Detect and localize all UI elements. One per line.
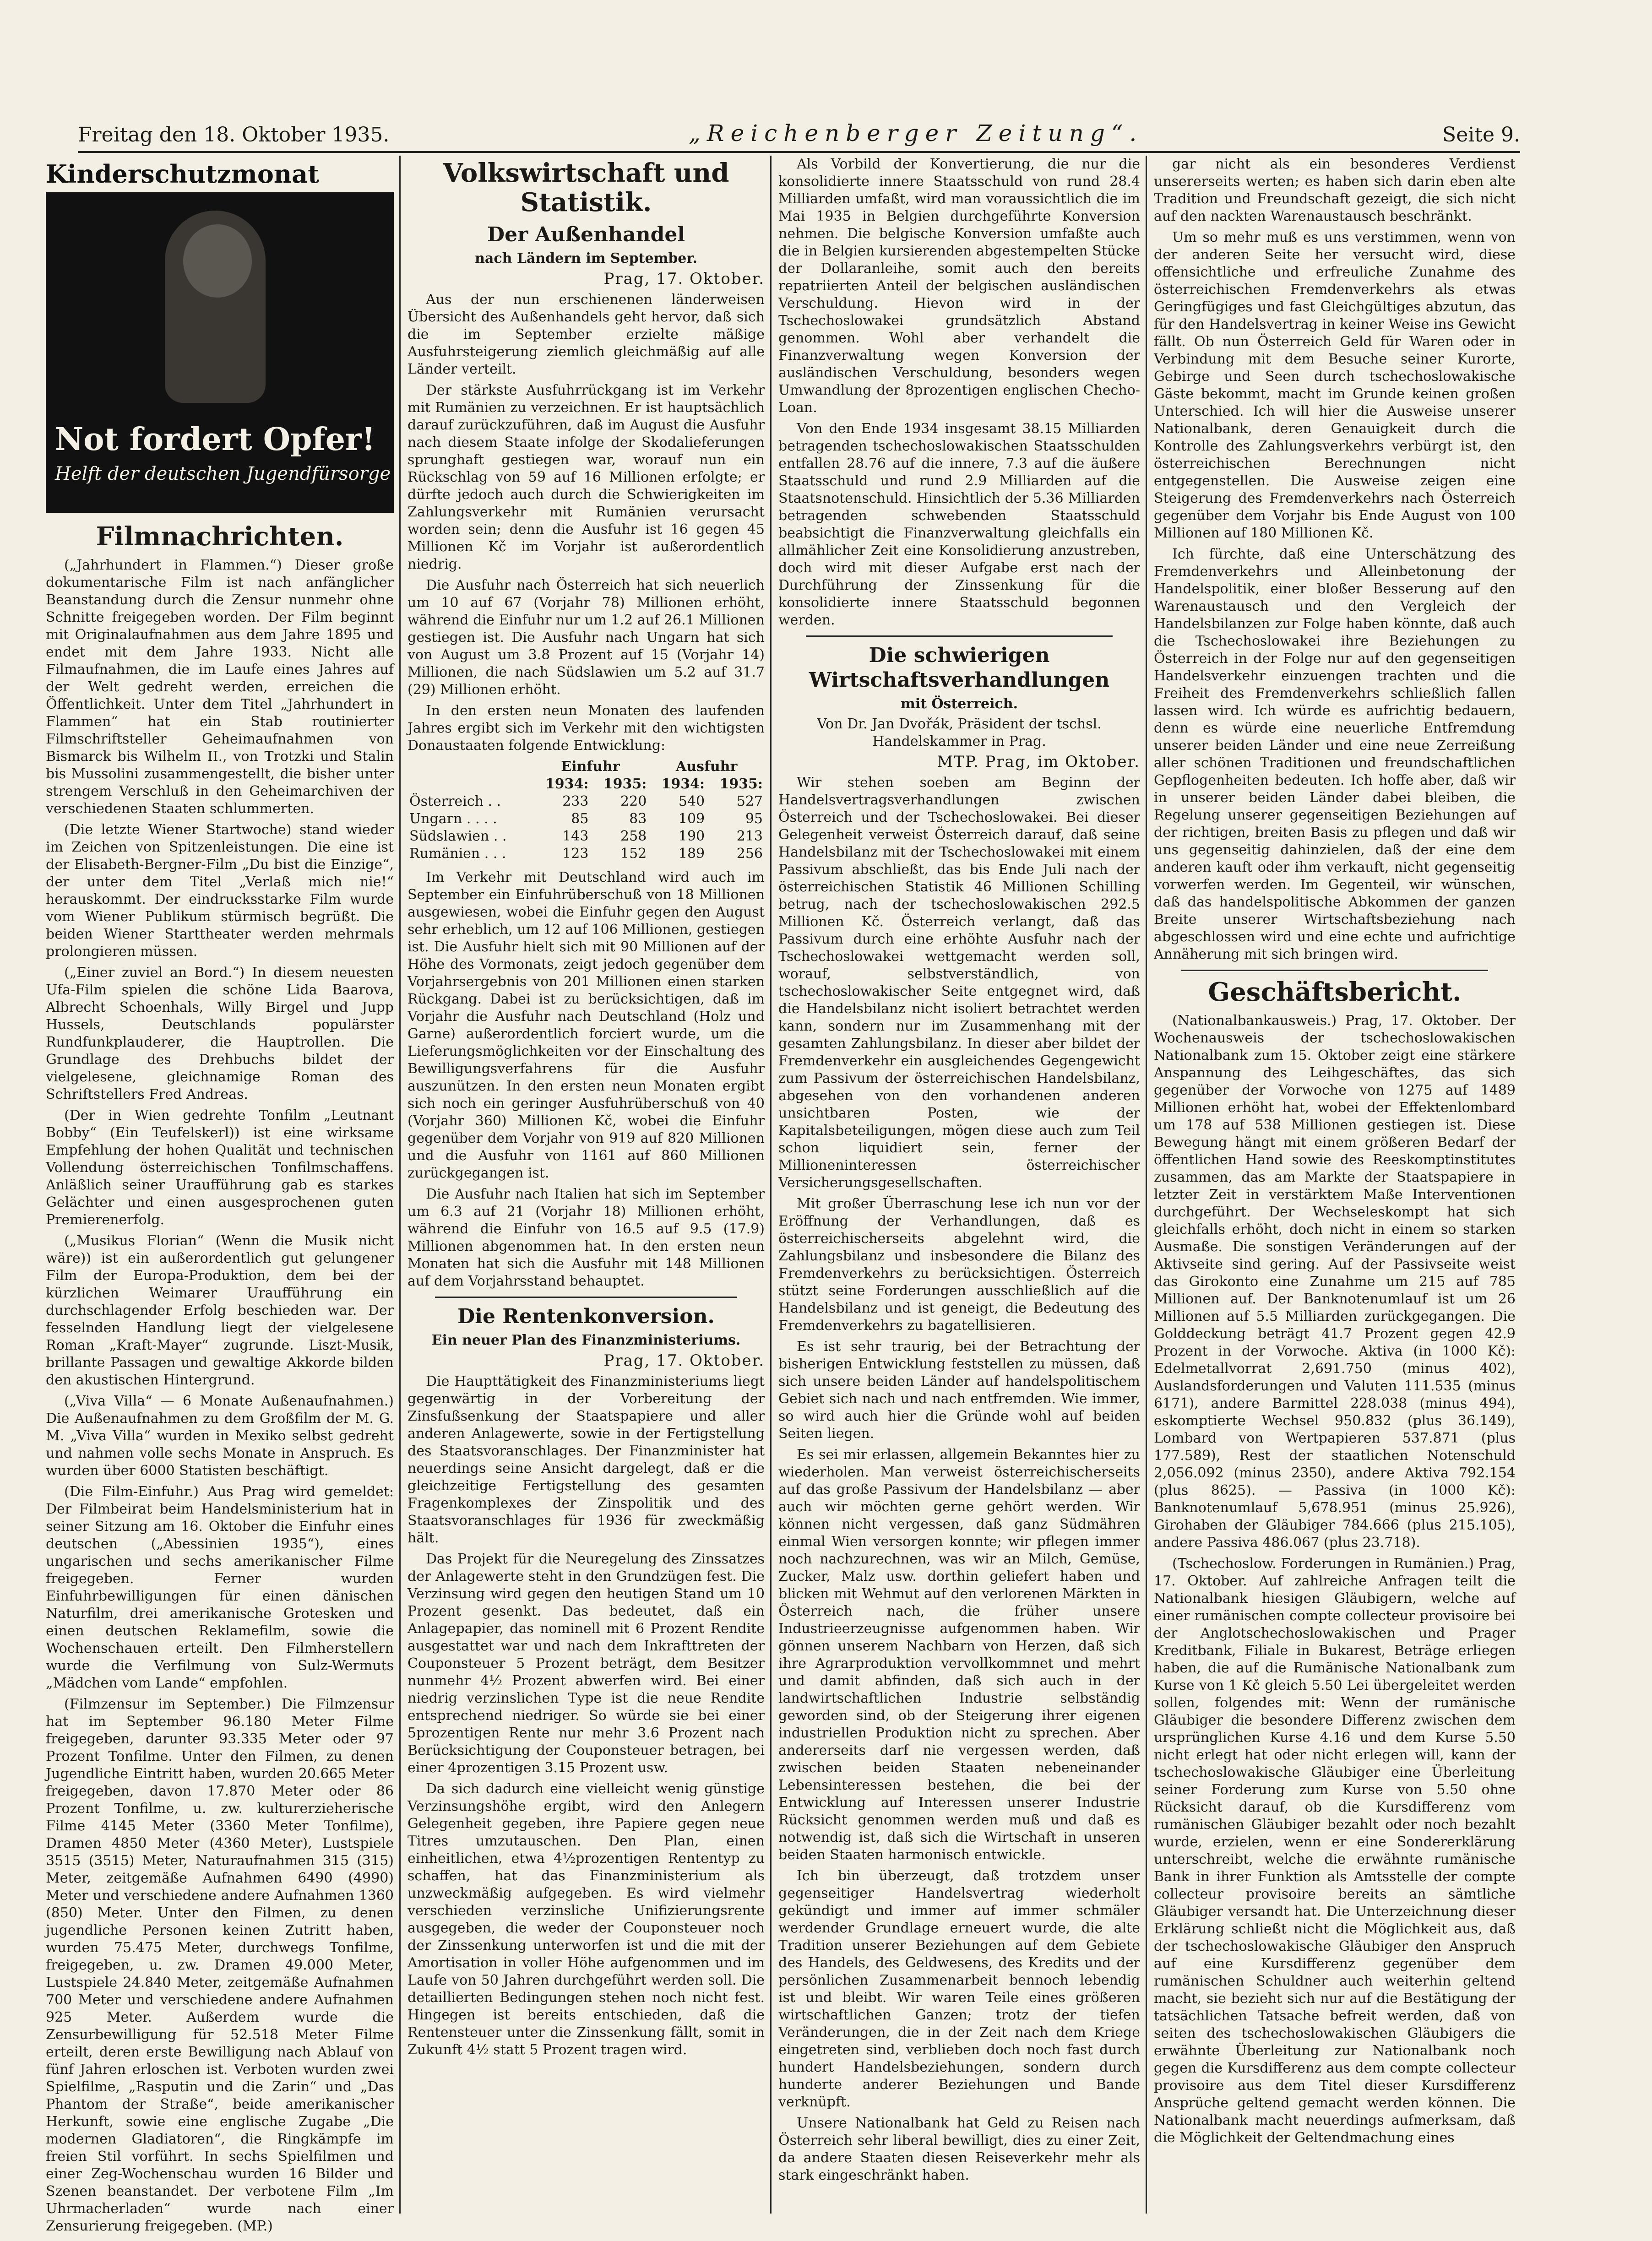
- column-rule: [1146, 156, 1147, 2214]
- column-rule: [770, 156, 772, 2214]
- paragraph: (Die letzte Wiener Startwoche) stand wieder im Zeichen von Spitzenleistungen. Die eine ist der Elisabeth-Bergner-Film „Du bist die Einzige“, der unter dem Titel „Verlaß mich nie!“ herauskommt. Der eindrucksstarke Film wurde vom Wiener Publikum stürmisch begrüßt. Die beiden Wiener Starttheater werden mehrmals prolongieren müssen.: [46, 822, 394, 960]
- article-title-negotiations: Die schwierigen Wirtschaftsverhandlungen: [809, 644, 1110, 692]
- table-cell: 233: [562, 793, 589, 809]
- table-cell: 189: [678, 846, 705, 862]
- paragraph: (Die Film-Einfuhr.) Aus Prag wird gemeldet: Der Filmbeirat beim Handelsministerium hat in seiner Sitzung am 16. Oktober die Einfuhr eines deutschen („Abessinien 1935“), eines ungarischen und sechs amerikanischer Filme freigegeben. Ferner wurden Einfuhrbewilligungen für einen dänischen Naturfilm, drei amerikanische Grotesken und einen deutschen Reklamefilm, sowie die Wochenschauen erteilt. Den Filmherstellern wurde die Verfilmung von Sulz-Wermuts „Mädchen vom Lande“ empfohlen.: [46, 1484, 394, 1691]
- dateline: Prag, 17. Oktober.: [603, 270, 765, 288]
- table-cell: 220: [620, 793, 647, 809]
- paragraph: Ich bin überzeugt, daß trotzdem unser gegenseitiger Handelsvertrag wiederholt gekündigt und immer auf immer schmäler werdender Grundlage erneuert wurde, die alte Tradition unserer Beziehungen auf dem Gebiete des Handels, des Geldwesens, des Kredits und der persönlichen Zusammenarbeit bennoch lebendig ist und bleibt. Wir waren Teile eines größeren wirtschaftlichen Ganzen; trotz der tiefen Veränderungen, die in der Zeit nach dem Kriege eingetreten sind, verblieben doch noch fast durch hundert Handelsbeziehungen, sondern durch hunderte anderer Beziehungen und Bande verknüpft.: [778, 1868, 1140, 2110]
- advertisement: [46, 156, 394, 513]
- table-cell: 85: [571, 811, 589, 827]
- table-cell: 213: [736, 828, 763, 844]
- article-subtitle: mit Österreich.: [900, 696, 1018, 712]
- paragraph: (Tschechoslow. Forderungen in Rumänien.) Prag, 17. Oktober. Auf zahlreiche Anfragen teilt die Nationalbank hiesigen Gläubigern, welche auf einer rumänischen compte collecteur provisoire bei der Anglotschechoslowakischen und Prager Kreditbank, Filiale in Bukarest, Beträge erliegen haben, die auf die Rumänische Nationalbank zum Kurse von 1 Kč gleich 5.50 Lei übergeleitet werden sollen, folgendes mit: Wenn der rumänische Gläubiger die besondere Differenz zwischen dem ursprünglichen Kurse 4.16 und dem Kurse 5.50 nicht erlegt hat oder nicht erlegen will, kann der tschechoslowakische Gläubiger eine Überleitung seiner Forderung zum Kurse von 5.50 ohne Rücksicht darauf, ob die Kursdifferenz vom rumänischen Gläubiger bezahlt oder noch bezahlt wurde, erzielen, wenn er eine Sondererklärung unterschreibt, welche die erwähnte rumänische Bank in ihrer Funktion als Amtsstelle der compte collecteur provisoire bereits an sämtliche Gläubiger versandt hat. Die Unterzeichnung dieser Erklärung schließt nicht die Möglichkeit aus, daß der tschechoslowakische Gläubiger den Anspruch auf eine Kursdifferenz gegenüber dem rumänischen Schuldner auch weiterhin geltend macht, sie bezieht sich nur auf die Bestätigung der tatsächlichen Tatsache befreit werden, daß von seiten des tschechoslowakischen Gläubigers die erwähnte Überleitung zur Nationalbank noch gegen die Kursdifferenz aus dem compte collecteur provisoire aus dem Titel dieser Kursdifferenz Ansprüche geltend gemacht werden können. Die Nationalbank macht neuerdings aufmerksam, daß die Möglichkeit der Geltendmachung eines: [1154, 1556, 1516, 2146]
- divider: [435, 1297, 737, 1298]
- table-cell: Rumänien . . .: [409, 846, 506, 862]
- page-header: [78, 105, 1520, 153]
- column-3: [778, 156, 1140, 2214]
- table-cell: 256: [736, 846, 763, 862]
- page-number: Seite 9.: [1442, 123, 1520, 147]
- paragraph: („Musikus Florian“ (Wenn die Musik nicht wäre)) ist ein außerordentlich gut gelungener Film der Europa-Produktion, dem bei der kürzlichen Weimarer Uraufführung ein durchschlagender Erfolg beschieden war. Der fesselnden Handlung liegt der vielgelesene Roman „Kraft-Mayer“ zugrunde. Liszt-Musik, brillante Passagen und gewaltige Akkorde bilden den akustischen Hintergrund.: [46, 1233, 394, 1388]
- paragraph: gar nicht als ein besonderes Verdienst unsererseits werten; es haben sich darin eben alte Tradition und Freundschaft gezeigt, die sich nicht auf den nackten Warenaustausch beschränkt.: [1154, 156, 1516, 224]
- paragraph: Wir stehen soeben am Beginn der Handelsvertragsverhandlungen zwischen Österreich und der Tschechoslowakei. Bei dieser Gelegenheit verweist Österreich darauf, daß seine Handelsbilanz mit der Tschechoslowakei mit einem Passivum abschließt, das bis Ende Juli nach der österreichischen Statistik 46 Millionen Schilling betrug, nach der tschechoslowakischen 292.5 Millionen Kč. Österreich verlangt, daß das Passivum durch eine erhöhte Ausfuhr nach der Tschechoslowakei wettgemacht werden soll, worauf, selbstverständlich, von tschechoslowakischer Seite entgegnet wird, daß die Handelsbilanz nicht isoliert betrachtet werden kann, sondern nur im Zusammenhang mit der gesamten Zahlungsbilanz. In dieser aber bildet der Fremdenverkehr ein ausgleichendes Gegengewicht zum Passivum der österreichischen Handelsbilanz, abgesehen von den vorhandenen anderen unsichtbaren Posten, wie der Kapitalsbeteiligungen, mögen diese auch zum Teil schon liquidiert sein, ferner der Millioneninteressen österreichischer Versicherungsgesellschaften.: [778, 775, 1140, 1191]
- paragraph: Als Vorbild der Konvertierung, die nur die konsolidierte innere Staatsschuld von rund 28.4 Milliarden umfaßt, wird man voraussichtlich die im Mai 1935 in Belgien durchgeführte Konversion nehmen. Die belgische Konversion umfaßte auch die in Belgien kursierenden abgestempelten Stücke der Dollaranleihe, somit auch den bereits repatriierten Anteil der belgischen ausländischen Verschuldung. Hievon wird in der Tschechoslowakei grundsätzlich Abstand genommen. Wohl aber verhandelt die Finanzverwaltung wegen Konversion der ausländischen Verschuldung, besonders wegen Umwandlung der 8prozentigen englischen Checho-Loan.: [778, 156, 1140, 416]
- table-cell: 190: [678, 828, 705, 844]
- table-cell: 152: [620, 846, 647, 862]
- paragraph: In den ersten neun Monaten des laufenden Jahres ergibt sich im Verkehr mit den wichtigsten Donaustaaten folgende Entwicklung:: [408, 703, 765, 754]
- column-1: [46, 156, 394, 2234]
- paragraph: Das Projekt für die Neuregelung des Zinssatzes der Anlagewerte steht in den Grundzügen fest. Die Verzinsung wird gegen den heutigen Stand um 10 Prozent gesenkt. Das bedeutet, daß ein Anlagepapier, das nominell mit 6 Prozent Rendite ausgestattet war und nach dem Inkrafttreten der Couponsteuer 5 Prozent beträgt, dem Besitzer nunmehr 4½ Prozent abwerfen wird. Bei einer niedrig verzinslichen Type ist die neue Rendite entsprechend niedriger. So würde sie bei einer 5prozentigen Rente nur mehr 3.6 Prozent nach Berücksichtigung der Couponsteuer betragen, bei einer 4prozentigen 3.15 Prozent usw.: [408, 1551, 765, 1776]
- table-header: 1935:: [719, 776, 763, 792]
- table-header: 1935:: [603, 776, 647, 792]
- table-cell: Österreich . .: [409, 793, 501, 809]
- ad-slogan: Not fordert Opfer!: [55, 421, 375, 458]
- table-cell: 109: [678, 811, 705, 827]
- paragraph: Die Ausfuhr nach Italien hat sich im September um 6.3 auf 21 (Vorjahr 18) Millionen erhöht, während die Einfuhr von 16.5 auf 9.5 (17.9) Millionen abgenommen hat. In den ersten neun Monaten hat sich die Ausfuhr mit 148 Millionen auf dem Vorjahrsstand behauptet.: [408, 1186, 765, 1289]
- ad-heading: Kinderschutzmonat Oktober!: [46, 156, 394, 192]
- paragraph: Die Ausfuhr nach Österreich hat sich neuerlich um 10 auf 67 (Vorjahr 78) Millionen erhöht, während die Einfuhr nur um 1.2 auf 26.1 Millionen gestiegen ist. Die Ausfuhr nach Ungarn hat sich von August um 3.8 Prozent auf 15 (Vorjahr 14) Millionen, die nach Südslawien um 5.2 auf 31.7 (29) Millionen erhöht.: [408, 577, 765, 698]
- article-title-business: Geschäftsbericht.: [1208, 977, 1462, 1007]
- article-title-trade: Der Außenhandel: [487, 223, 685, 246]
- table-row: [408, 793, 765, 810]
- table-header: Ausfuhr: [675, 759, 738, 775]
- divider: [806, 635, 1113, 637]
- table-cell: 143: [562, 828, 589, 844]
- table-header: Einfuhr: [561, 759, 620, 775]
- paragraph: Der stärkste Ausfuhrrückgang ist im Verkehr mit Rumänien zu verzeichnen. Er ist hauptsächlich darauf zurückzuführen, daß im August die Ausfuhr nach diesem Staate infolge der Skodalieferungen sprunghaft gestiegen war, worauf nun ein Rückschlag von 59 auf 16 Millionen erfolgte; er dürfte jedoch auch durch die Schwierigkeiten im Zahlungsverkehr mit Rumänien verursacht worden sein; denn die Ausfuhr ist 16 gegen 45 Millionen Kč im Vorjahr ist außerordentlich niedrig.: [408, 382, 765, 572]
- paragraph: Um so mehr muß es uns verstimmen, wenn von der anderen Seite her versucht wird, diese offensichtliche und erfreuliche Zunahme des österreichischen Fremdenverkehrs als etwas Geringfügiges und fast Gleichgültiges abzutun, das für den Handelsvertrag in keiner Weise ins Gewicht fällt. Ob nun Österreich Geld für Waren oder in Verbindung mit dem Besuche seiner Kurorte, Gebirge und Seen durch tschechoslowakische Gäste bekommt, macht im Grunde keinen großen Unterschied. Ich will hier die Ausweise unserer Nationalbank, deren Genauigkeit durch die Kontrolle des Zahlungsverkehrs verbürgt ist, den österreichischen Berechnungen nicht entgegenstellen. Die Ausweise zeigen eine Steigerung des Fremdenverkehrs nach Österreich gegenüber dem Vorjahr bis Ende August von 100 Millionen auf 180 Millionen Kč.: [1154, 229, 1516, 541]
- paragraph: (Der in Wien gedrehte Tonfilm „Leutnant Bobby“ (Ein Teufelskerl)) ist eine wirksame Empfehlung der hohen Qualität und technischen Vollendung österreichischen Tonfilmschaffens. Anläßlich seiner Uraufführung gab es starkes Gelächter und einen ausgesprochenen guten Premierenerfolg.: [46, 1107, 394, 1228]
- article-subtitle: Ein neuer Plan des Finanzministeriums.: [431, 1332, 741, 1348]
- byline: Von Dr. Jan Dvořák, Präsident der tschsl. Handelskammer in Prag.: [817, 716, 1102, 749]
- table-row: [408, 810, 765, 828]
- figure-head-illustration: [183, 224, 252, 298]
- paragraph: Aus der nun erschienenen länderweisen Übersicht des Außenhandels geht hervor, daß sich die im September erzielte mäßige Ausfuhrsteigerung ziemlich gleichmäßig auf alle Länder verteilt.: [408, 292, 765, 377]
- paragraph: Mit großer Überraschung lese ich nun vor der Eröffnung der Verhandlungen, daß es österreichischerseits abgelehnt wird, die Zahlungsbilanz und insbesondere die Bilanz des Fremdenverkehrs zu berücksichtigen. Österreich stützt seine Forderungen ausschließlich auf die Handelsbilanz und ist geneigt, die Bedeutung des Fremdenverkehrs zu bagatellisieren.: [778, 1196, 1140, 1334]
- column-rule: [399, 156, 401, 2214]
- dateline: MTP. Prag, im Oktober.: [937, 753, 1140, 771]
- table-cell: 83: [629, 811, 647, 827]
- paragraph: Von den Ende 1934 insgesamt 38.15 Milliarden betragenden tschechoslowakischen Staatsschulden entfallen 28.76 auf die innere, 7.3 auf die äußere Staatsschuld und rund 2.9 Milliarden auf die Staatsnotenschuld. Hinsichtlich der 5.36 Milliarden betragenden schwebenden Staatsschuld beabsichtigt die Finanzverwaltung gleichfalls ein allmählicher Zeit eine Konsolidierung anzustreben, doch wird mit dieser Aufgabe erst nach der Durchführung der Zinssenkung für die konsolidierte innere Staatsschuld begonnen werden.: [778, 421, 1140, 628]
- ad-tagline: Helft der deutschen Jugendfürsorge: [55, 463, 391, 484]
- paragraph: (Nationalbankausweis.) Prag, 17. Oktober. Der Wochenausweis der tschechoslowakischen Nationalbank zum 15. Oktober zeigt eine stärkere Anspannung des Leihgeschäftes, das sich gegenüber der Vorwoche von 1275 auf 1489 Millionen erhöht hat, wobei der Effektenlombard um 178 auf 538 Millionen gestiegen ist. Diese Bewegung hängt mit einem größeren Bedarf der öffentlichen Hand sowie des Reeskomptinstitutes zusammen, das am Markte der Staatspapiere in letzter Zeit in verstärktem Maße Interventionen durchgeführt. Der Wechseleskompt hat sich gleichfalls erhöht, doch nicht in einem so starken Ausmaße. Die sonstigen Veränderungen auf der Aktivseite sind gering. Auf der Passivseite weist das Girokonto eine Zunahme um 215 auf 785 Millionen auf. Der Banknotenumlauf ist um 26 Millionen auf 5.5 Milliarden zurückgegangen. Die Golddeckung beträgt 41.7 Prozent gegen 42.9 Prozent in der Vorwoche. Aktiva (in 1000 Kč): Edelmetallvorrat 2,691.750 (minus 402), Auslandsforderungen und Valuten 111.535 (minus 6171), andere Barmittel 228.038 (minus 494), eskomptierte Wechsel 950.832 (plus 36.149), Lombard von Wertpapieren 537.871 (plus 177.589), Rest der staatlichen Notenschuld 2,056.092 (minus 2350), andere Aktiva 792.154 (plus 8625). — Passiva (in 1000 Kč): Banknotenumlauf 5,678.951 (minus 25.926), Girohaben der Gläubiger 784.666 (plus 215.105), andere Passiva 486.067 (plus 23.718).: [1154, 1013, 1516, 1551]
- column-2: [408, 156, 765, 2214]
- paragraph: Die Haupttätigkeit des Finanzministeriums liegt gegenwärtig in der Vorbereitung der Zinsfußsenkung der Staatspapiere und aller anderen Anlagewerte, sowie in der Fertigstellung des Staatsvoranschlages. Der Finanzminister hat neuerdings seine Ansicht dargelegt, daß er die gleichzeitige Fertigstellung des gesamten Fragenkomplexes der Zinspolitik und des Staatsvoranschlages für 1936 für zweckmäßig hält.: [408, 1373, 765, 1546]
- table-cell: 123: [562, 846, 589, 862]
- issue-date: Freitag den 18. Oktober 1935.: [78, 123, 390, 147]
- table-cell: 527: [736, 793, 763, 809]
- trade-table: [408, 758, 765, 863]
- newspaper-name: „Reichenberger Zeitung“.: [689, 120, 1143, 147]
- paragraph: Ich fürchte, daß eine Unterschätzung des Fremdenverkehrs und Alleinbetonung der Handelspolitik, einer bloßer Besserung auf den Warenaustausch und den Vergleich der Handelsbilanzen zur Folge haben könnte, daß auch die Tschechoslowakei ihre Beziehungen zu Österreich in der Folge nur auf den gegenseitigen Handelsverkehr einzuengen trachten und die Freiheit des Fremdenverkehrs schließlich fallen lassen wird. Ich würde es aufrichtig bedauern, denn es würde eine neuerliche Entfremdung unserer beiden Länder und eine neue Zerreißung aller schönen Traditionen und freundschaftlichen Gepflogenheiten bedeuten. Ich hoffe aber, daß wir in unserer beiden Länder dabei bleiben, die Regelung unserer gegenseitigen Beziehungen auf der richtigen, breiten Basis zu pflegen und daß wir uns gegenseitig dahinzielen, daß der eine dem anderen kauft oder ihm verkauft, nicht gegenseitig vorwerfen werden. Im Gegenteil, wir wünschen, daß das handelspolitische Abkommen der ganzen Breite unserer Wirtschaftsbeziehung nach abgeschlossen wird und eine echte und aufrichtige Annäherung mit sich bringen wird.: [1154, 546, 1516, 962]
- table-cell: Südslawien . .: [409, 828, 507, 844]
- table-cell: 95: [745, 811, 763, 827]
- table-row: [408, 828, 765, 845]
- table-cell: 258: [620, 828, 647, 844]
- paragraph: Es sei mir erlassen, allgemein Bekanntes hier zu wiederholen. Man verweist österreichischerseits auf das große Passivum der Handelsbilanz — aber auch wir möchten gerne gehört werden. Wir können nicht vergessen, daß ganz Südmähren einmal Wien versorgen konnte; wir pflegen immer noch nachzurechnen, was wir an Milch, Gemüse, Zucker, Malz usw. dorthin geliefert haben und blicken mit Wehmut auf den verlorenen Märkten in Österreich nach, die früher unsere Industrieerzeugnisse aufgenommen haben. Wir gönnen unserem Nachbarn von Herzen, daß sich ihre Agrarproduktion vervollkommnet und mehrt und damit abfinden, daß sich auch in der landwirtschaftlichen Industrie selbständig geworden sind, ob der Steigerung ihrer eigenen industriellen Produktion nicht zu sprechen. Aber andererseits darf nie vergessen werden, daß zwischen beiden Staaten nebeneinander Lebensinteressen bestehen, die bei der Entwicklung auf Interessen unserer Industrie Rücksicht genommen werden muß und daß es notwendig ist, daß sich die Wirtschaft in unseren beiden Staaten harmonisch entwickle.: [778, 1447, 1140, 1863]
- section-title: Volkswirtschaft und Statistik.: [443, 158, 729, 217]
- paragraph: Da sich dadurch eine vielleicht wenig günstige Verzinsungshöhe ergibt, wird den Anlegern Gelegenheit gegeben, ihre Papiere gegen neue Titres umzutauschen. Den Plan, einen einheitlichen, etwa 4½prozentigen Rententyp zu schaffen, hat das Finanzministerium als unzweckmäßig aufgegeben. Es wird vielmehr verschieden verzinsliche Unifizierungsrente ausgegeben, die weder der Couponsteuer noch der Zinssenkung unterworfen ist und die mit der Amortisation in voller Höhe aufgenommen und im Laufe von 50 Jahren durchgeführt werden soll. Die detaillierten Bedingungen stehen noch nicht fest. Hingegen ist bereits entschieden, daß die Rentensteuer unter die Zinssenkung fällt, somit in Zukunft 4½ statt 5 Prozent tragen wird.: [408, 1781, 765, 2058]
- paragraph: Unsere Nationalbank hat Geld zu Reisen nach Österreich sehr liberal bewilligt, dies zu einer Zeit, da andere Staaten diesen Reiseverkehr mehr als stark eingeschränkt haben.: [778, 2115, 1140, 2183]
- article-subtitle: nach Ländern im September.: [475, 250, 697, 266]
- article-title-conversion: Die Rentenkonversion.: [457, 1305, 715, 1328]
- divider: [1181, 970, 1488, 971]
- dateline: Prag, 17. Oktober.: [603, 1351, 765, 1370]
- paragraph: („Jahrhundert in Flammen.“) Dieser große dokumentarische Film ist nach anfänglicher Beanstandung durch die Zensur nunmehr ohne Schnitte freigegeben worden. Der Film beginnt mit Originalaufnahmen aus dem Jahre 1895 und endet mit dem Jahre 1933. Nicht alle Filmaufnahmen, die im Laufe eines Jahres auf der Welt gedreht werden, erreichen die Öffentlichkeit. Unter dem Titel „Jahrhundert in Flammen“ hat ein Stab routinierter Filmschriftsteller Geheimaufnahmen von Bismarck bis Wilhelm II., von Trotzki und Stalin bis Mussolini zusammengestellt, die bisher unter strengem Verschluß in den Geheimarchiven der verschiedenen Staaten schlummerten.: [46, 557, 394, 817]
- column-4: [1154, 156, 1516, 2214]
- paragraph: Es ist sehr traurig, bei der Betrachtung der bisherigen Entwicklung feststellen zu müssen, daß sich unsere beiden Länder auf handelspolitischem Gebiet sich nach und nach entfremden. Wie immer, so wird auch hier die Gründe wohl auf beiden Seiten liegen.: [778, 1339, 1140, 1442]
- table-cell: 540: [678, 793, 705, 809]
- paragraph: („Viva Villa“ — 6 Monate Außenaufnahmen.) Die Außenaufnahmen zu dem Großfilm der M. G. M. „Viva Villa“ wurden in Mexiko selbst gedreht und nahmen volle sechs Monate in Anspruch. Es wurden über 6000 Statisten beschäftigt.: [46, 1393, 394, 1479]
- table-cell: Ungarn . . . .: [409, 811, 497, 827]
- paragraph: („Einer zuviel an Bord.“) In diesem neuesten Ufa-Film spielen die schöne Lida Baarova, Albrecht Schoenhals, Willy Birgel und Jupp Hussels, Deutschlands populärster Rundfunkplauderer, die Hauptrollen. Die Grundlage des Drehbuchs bildet der vielgelesene, gleichnamige Roman des Schriftstellers Fred Andreas.: [46, 965, 394, 1102]
- table-header: 1934:: [661, 776, 705, 792]
- table-header: 1934:: [545, 776, 589, 792]
- paragraph: Im Verkehr mit Deutschland wird auch im September ein Einfuhrüberschuß von 18 Millionen ausgewiesen, wobei die Einfuhr gegen den August sehr erheblich, um 12 auf 106 Millionen, gestiegen ist. Die Ausfuhr hielt sich mit 90 Millionen auf der Höhe des Vormonats, zeigt jedoch gegenüber dem Vorjahrsergebnis von 201 Millionen einen starken Rückgang. Dabei ist zu berücksichtigen, daß im Vorjahr die Ausfuhr nach Deutschland (Holz und Garne) außerordentlich forciert wurde, um die Lieferungsmöglichkeiten vor der Einschaltung des Bewilligungsverfahrens für die Ausfuhr auszunützen. In den ersten neun Monaten ergibt sich noch ein geringer Ausfuhrüberschuß von 40 (Vorjahr 360) Millionen Kč, wobei die Einfuhr gegenüber dem Vorjahr von 919 auf 820 Millionen und die Ausfuhr von 1161 auf 860 Millionen zurückgegangen ist.: [408, 869, 765, 1181]
- paragraph: (Filmzensur im September.) Die Filmzensur hat im September 96.180 Meter Filme freigegeben, darunter 93.335 Meter oder 97 Prozent Tonfilme. Unter den Filmen, zu denen Jugendliche Eintritt haben, wurden 20.665 Meter freigegeben, davon 17.870 Meter oder 86 Prozent Tonfilme, u. zw. kulturerzieherische Filme 4145 Meter (3360 Meter Tonfilme), Dramen 4850 Meter (4360 Meter), Lustspiele 3515 (3515) Meter, Naturaufnahmen 315 (315) Meter, zeitgemäße Aufnahmen 6490 (4990) Meter und verschiedene andere Aufnahmen 1360 (850) Meter. Unter den Filmen, zu denen jugendliche Personen keinen Zutritt haben, wurden 75.475 Meter, durchwegs Tonfilme, freigegeben, u. zw. Dramen 49.000 Meter, Lustspiele 24.840 Meter, zeitgemäße Aufnahmen 700 Meter und verschiedene andere Aufnahmen 925 Meter. Außerdem wurde die Zensurbewilligung für 52.518 Meter Filme erteilt, deren erste Bewilligung nach Ablauf von fünf Jahren erloschen ist. Verboten wurden zwei Spielfilme, „Rasputin und die Zarin“ und „Das Phantom der Straße“, beide amerikanischer Herkunft, sowie eine englische Zugabe „Die modernen Gladiatoren“, die Ringkämpfe im freien Stil vorführt. In sechs Spielfilmen und einer Zeg-Wochenschau wurden 16 Bilder und Szenen beanstandet. Der verbotene Film „Im Uhrmacherladen“ wurde nach einer Zensurierung freigegeben. (MP.): [46, 1696, 394, 2234]
- table-row: [408, 845, 765, 863]
- article-title-film: Filmnachrichten.: [96, 521, 344, 552]
